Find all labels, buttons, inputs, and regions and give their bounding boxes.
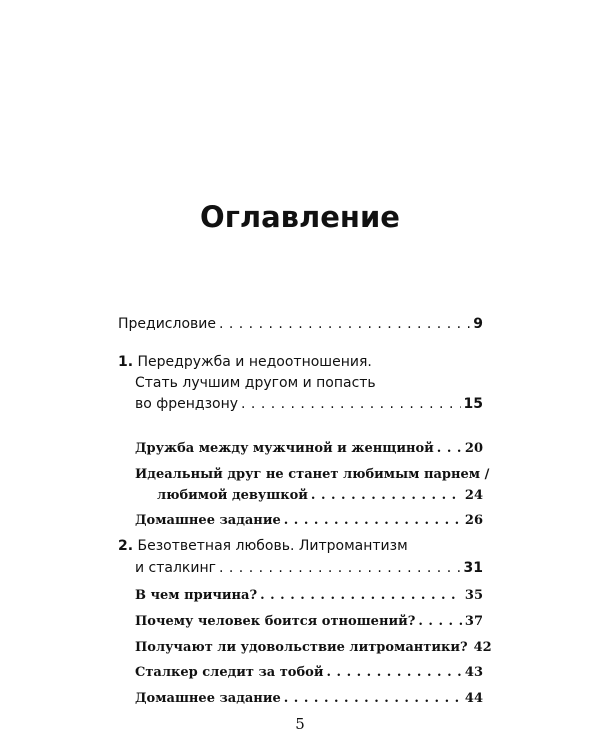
dot-leader [311, 488, 462, 503]
entry-label: В чем причина? [135, 588, 258, 603]
toc-entry-chapter-1[interactable] [135, 396, 483, 412]
toc-entry-preface[interactable] [118, 316, 483, 332]
page-number: 5 [295, 715, 305, 733]
toc-entry-section[interactable] [135, 665, 483, 680]
entry-page: 31 [463, 560, 483, 576]
dot-leader [241, 396, 460, 412]
entry-page: 26 [464, 513, 483, 528]
page-title: Оглавление [200, 200, 400, 234]
chapter-number: 1. [118, 354, 134, 370]
entry-label: Сталкер следит за тобой [135, 665, 324, 680]
entry-label: Получают ли удовольствие литромантики? [135, 640, 468, 655]
chapter-title-line: Безответная любовь. Литромантизм [137, 538, 408, 554]
toc-entry-section[interactable] [157, 488, 483, 503]
chapter-number: 2. [118, 538, 134, 554]
entry-label: Почему человек боится отношений? [135, 614, 416, 629]
dot-leader [418, 614, 462, 629]
entry-page: 43 [464, 665, 483, 680]
entry-label: Домашнее задание [135, 691, 281, 706]
toc-entry-section[interactable] [135, 513, 483, 528]
entry-label: любимой девушкой [157, 488, 308, 503]
dot-leader [219, 560, 461, 576]
dot-leader [284, 513, 462, 528]
dot-leader [326, 665, 461, 680]
dot-leader [219, 316, 470, 332]
entry-page: 42 [473, 640, 492, 655]
toc-entry-section[interactable] [135, 691, 483, 706]
entry-label: Предисловие [118, 316, 216, 332]
toc-entry-section[interactable] [135, 614, 483, 629]
chapter-2-title[interactable] [118, 538, 408, 554]
entry-page: 15 [463, 396, 483, 412]
entry-page: 24 [464, 488, 483, 503]
entry-page: 44 [464, 691, 483, 706]
entry-page: 20 [464, 441, 483, 456]
entry-label-line: Идеальный друг не станет любимым парнем / [135, 467, 490, 482]
entry-page: 37 [464, 614, 483, 629]
entry-label: Домашнее задание [135, 513, 281, 528]
dot-leader [260, 588, 462, 603]
toc-entry-chapter-2[interactable] [135, 560, 483, 576]
entry-page: 9 [473, 316, 483, 332]
dot-leader [437, 441, 462, 456]
dot-leader [284, 691, 462, 706]
chapter-1-title[interactable] [118, 354, 372, 370]
toc-entry-section[interactable] [135, 441, 483, 456]
toc-entry-section[interactable] [135, 588, 483, 603]
chapter-title-line: Стать лучшим другом и попасть [135, 375, 376, 391]
entry-label: Дружба между мужчиной и женщиной [135, 441, 434, 456]
chapter-title-line: Передружба и недоотношения. [137, 354, 372, 370]
entry-label: во френдзону [135, 396, 239, 412]
toc-entry-section[interactable] [135, 640, 492, 655]
entry-label: и сталкинг [135, 560, 216, 576]
entry-page: 35 [464, 588, 483, 603]
